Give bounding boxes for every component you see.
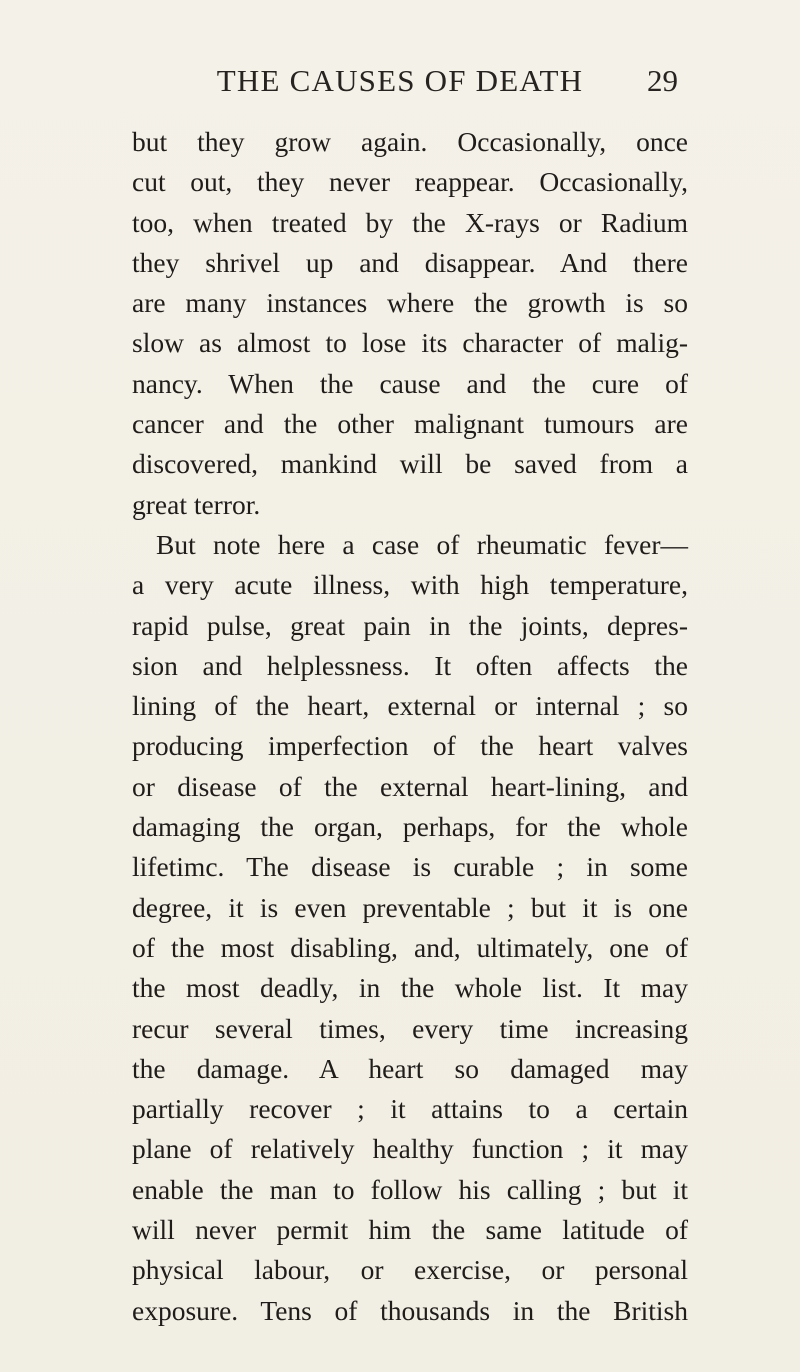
text-line: recur several times, every time increasing [132,1012,688,1044]
running-title: THE CAUSES OF DEATH [216,63,584,98]
text-line: discovered, mankind will be saved from a [132,448,688,480]
text-line: cancer and the other malignant tumours are [132,408,688,440]
text-line: partially recover ; it attains to a certain [132,1093,688,1125]
text-line: will never permit him the same latitude of [132,1214,688,1246]
text-line: a very acute illness, with high temperature, [132,569,688,601]
page-number: 29 [647,63,678,98]
text-line: But note here a case of rheumatic fever— [156,528,688,560]
text-line: damaging the organ, perhaps, for the whole [132,811,688,843]
text-line: are many instances where the growth is so [132,287,688,319]
text-line: producing imperfection of the heart valves [132,730,688,762]
text-line: physical labour, or exercise, or personal [132,1254,688,1286]
text-line: sion and helplessness. It often affects the [132,649,688,681]
text-line: nancy. When the cause and the cure of [132,367,688,399]
text-line: great terror. [132,488,261,520]
text-line: lining of the heart, external or internal ; so [132,690,688,722]
text-line: cut out, they never reappear. Occasionally, [132,166,688,198]
text-line: the most deadly, in the whole list. It may [132,972,688,1004]
body-text [132,122,688,1331]
text-line: plane of relatively healthy function ; it may [132,1133,688,1165]
text-line: rapid pulse, great pain in the joints, depres- [132,609,688,641]
text-line: enable the man to follow his calling ; but it [132,1173,688,1205]
text-line: slow as almost to lose its character of malig- [132,327,688,359]
text-line: the damage. A heart so damaged may [132,1052,688,1084]
running-header [0,58,800,104]
text-line: too, when treated by the X-rays or Radium [132,206,688,238]
text-line: they shrivel up and disappear. And there [132,246,688,278]
text-line: lifetimc. The disease is curable ; in some [132,851,688,883]
text-line: degree, it is even preventable ; but it is one [132,891,688,923]
text-line: exposure. Tens of thousands in the British [132,1294,688,1326]
text-line: or disease of the external heart-lining, and [132,770,688,802]
text-line: of the most disabling, and, ultimately, one of [132,931,688,963]
text-line: but they grow again. Occasionally, once [132,126,688,157]
